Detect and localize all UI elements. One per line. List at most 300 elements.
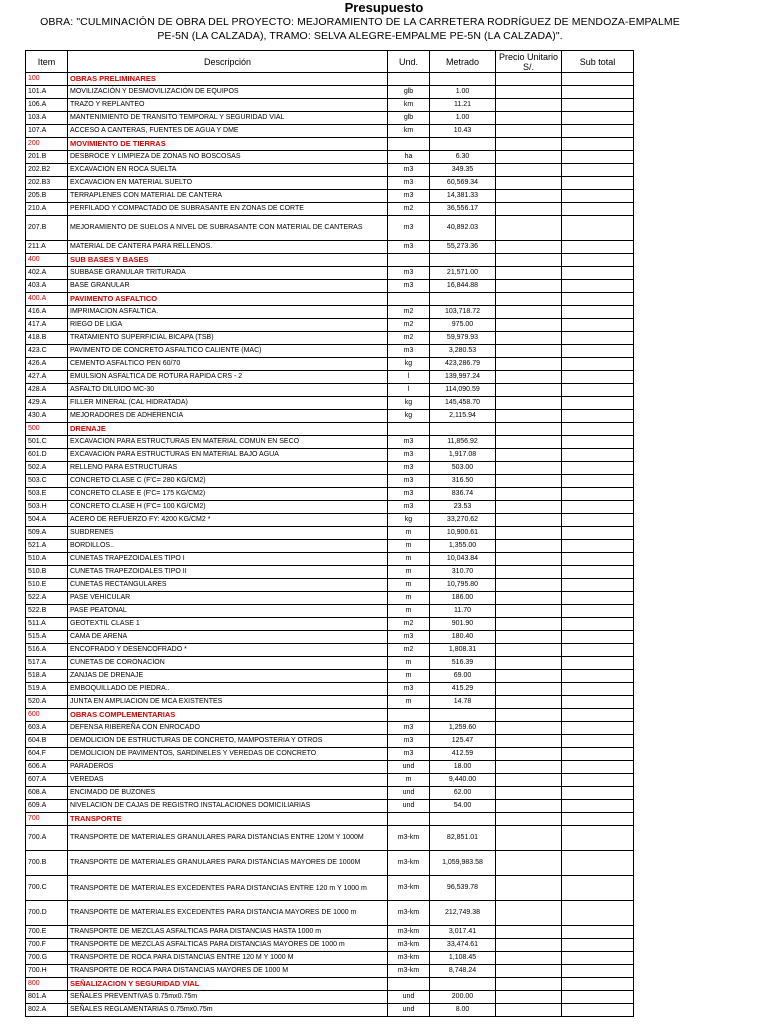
unit-price-cell <box>496 86 562 99</box>
item-cell: 700.E <box>26 926 68 939</box>
unit-price-cell <box>496 876 562 901</box>
subtotal-cell <box>562 644 634 657</box>
subtotal-cell <box>562 358 634 371</box>
metrado-cell <box>430 813 496 826</box>
unit-price-cell <box>496 670 562 683</box>
description-cell: ENCIMADO DE BUZONES <box>68 787 388 800</box>
subtotal-cell <box>562 397 634 410</box>
metrado-cell: 82,851.01 <box>430 826 496 851</box>
item-cell: 210.A <box>26 203 68 216</box>
metrado-cell: 1,108.45 <box>430 952 496 965</box>
item-cell: 510.B <box>26 566 68 579</box>
metrado-cell: 412.59 <box>430 748 496 761</box>
metrado-cell: 975.00 <box>430 319 496 332</box>
description-cell: ZANJAS DE DRENAJE <box>68 670 388 683</box>
unit-price-cell <box>496 748 562 761</box>
table-row <box>26 345 634 358</box>
subtotal-cell <box>562 696 634 709</box>
subtotal-cell <box>562 203 634 216</box>
subtotal-cell <box>562 851 634 876</box>
metrado-cell: 9,440.00 <box>430 774 496 787</box>
table-row <box>26 618 634 631</box>
item-cell: 205.B <box>26 190 68 203</box>
description-cell: EXCAVACION PARA ESTRUCTURAS EN MATERIAL BAJO AGUA <box>68 449 388 462</box>
unit-price-cell <box>496 190 562 203</box>
subtotal-cell <box>562 1004 634 1017</box>
metrado-cell: 11,856.92 <box>430 436 496 449</box>
description-cell: CONCRETO CLASE C (F'C= 280 KG/CM2) <box>68 475 388 488</box>
unit-price-cell <box>496 761 562 774</box>
description-cell: CEMENTO ASFALTICO PEN 60/70 <box>68 358 388 371</box>
table-row <box>26 267 634 280</box>
unit-cell: m3 <box>388 462 430 475</box>
metrado-cell: 415.29 <box>430 683 496 696</box>
table-row <box>26 605 634 618</box>
item-cell: 522.A <box>26 592 68 605</box>
unit-price-cell <box>496 540 562 553</box>
description-cell: EMULSION ASFALTICA DE ROTURA RAPIDA CRS - 2 <box>68 371 388 384</box>
unit-cell: und <box>388 991 430 1004</box>
description-cell: ASFALTO DILUIDO MC-30 <box>68 384 388 397</box>
budget-table <box>25 50 634 1017</box>
metrado-cell: 8.00 <box>430 1004 496 1017</box>
unit-cell: m3 <box>388 683 430 696</box>
item-cell: 604.B <box>26 735 68 748</box>
unit-price-cell <box>496 657 562 670</box>
table-row <box>26 241 634 254</box>
unit-cell: m3 <box>388 735 430 748</box>
item-cell: 518.A <box>26 670 68 683</box>
description-cell: PAVIMENTO ASFALTICO <box>68 293 388 306</box>
unit-cell: m3 <box>388 345 430 358</box>
unit-price-cell <box>496 384 562 397</box>
table-header-row <box>26 51 634 73</box>
description-cell: TRANSPORTE DE MATERIALES EXCEDENTES PARA DISTANCIA MAYORES DE 1000 m <box>68 901 388 926</box>
subtotal-cell <box>562 384 634 397</box>
unit-price-cell <box>496 73 562 86</box>
item-cell: 608.A <box>26 787 68 800</box>
subtotal-cell <box>562 774 634 787</box>
item-cell: 403.A <box>26 280 68 293</box>
subtotal-cell <box>562 813 634 826</box>
item-cell: 418.B <box>26 332 68 345</box>
unit-price-cell <box>496 397 562 410</box>
subtotal-cell <box>562 449 634 462</box>
table-row <box>26 332 634 345</box>
unit-cell <box>388 293 430 306</box>
metrado-cell <box>430 978 496 991</box>
metrado-cell: 10.43 <box>430 125 496 138</box>
description-cell: TRANSPORTE <box>68 813 388 826</box>
metrado-cell: 69.00 <box>430 670 496 683</box>
subtotal-cell <box>562 631 634 644</box>
metrado-cell: 6.30 <box>430 151 496 164</box>
unit-price-cell <box>496 1004 562 1017</box>
table-row <box>26 112 634 125</box>
item-cell: 607.A <box>26 774 68 787</box>
description-cell: ACERO DE REFUERZO FY: 4200 KG/CM2 * <box>68 514 388 527</box>
table-row <box>26 566 634 579</box>
subtotal-cell <box>562 826 634 851</box>
col-header-unit-price: Precio Unitario S/. <box>496 51 562 73</box>
unit-cell: m <box>388 592 430 605</box>
subtotal-cell <box>562 86 634 99</box>
description-cell: PERFILADO Y COMPACTADO DE SUBRASANTE EN ZONAS DE CORTE <box>68 203 388 216</box>
metrado-cell: 59,979.93 <box>430 332 496 345</box>
unit-cell: kg <box>388 514 430 527</box>
metrado-cell: 1,059,983.58 <box>430 851 496 876</box>
item-cell: 202.B2 <box>26 164 68 177</box>
table-row <box>26 449 634 462</box>
unit-price-cell <box>496 203 562 216</box>
item-cell: 430.A <box>26 410 68 423</box>
metrado-cell <box>430 709 496 722</box>
subtotal-cell <box>562 190 634 203</box>
unit-cell: l <box>388 384 430 397</box>
description-cell: RELLENO PARA ESTRUCTURAS <box>68 462 388 475</box>
unit-price-cell <box>496 293 562 306</box>
table-row <box>26 851 634 876</box>
document-title: Presupuesto <box>344 0 424 15</box>
subtotal-cell <box>562 177 634 190</box>
metrado-cell: 2,115.94 <box>430 410 496 423</box>
metrado-cell: 1,259.60 <box>430 722 496 735</box>
item-cell: 522.B <box>26 605 68 618</box>
description-cell: VEREDAS <box>68 774 388 787</box>
item-cell: 107.A <box>26 125 68 138</box>
description-cell: SEÑALES REGLAMENTARIAS 0.75mx0.75m <box>68 1004 388 1017</box>
item-cell: 604.F <box>26 748 68 761</box>
table-row <box>26 631 634 644</box>
unit-price-cell <box>496 138 562 151</box>
unit-price-cell <box>496 813 562 826</box>
subtotal-cell <box>562 735 634 748</box>
description-cell: DEMOLICION DE PAVIMENTOS, SARDINELES Y VEREDAS DE CONCRETO <box>68 748 388 761</box>
unit-cell: m <box>388 566 430 579</box>
unit-cell: m3 <box>388 280 430 293</box>
metrado-cell: 212,749.38 <box>430 901 496 926</box>
unit-cell: und <box>388 1004 430 1017</box>
item-cell: 503.E <box>26 488 68 501</box>
table-row <box>26 410 634 423</box>
item-cell: 202.B3 <box>26 177 68 190</box>
item-cell: 601.D <box>26 449 68 462</box>
table-row <box>26 190 634 203</box>
unit-cell: m2 <box>388 306 430 319</box>
unit-price-cell <box>496 475 562 488</box>
description-cell: FILLER MINERAL (CAL HIDRATADA) <box>68 397 388 410</box>
table-row <box>26 164 634 177</box>
metrado-cell: 125.47 <box>430 735 496 748</box>
description-cell: PASE PEATONAL <box>68 605 388 618</box>
unit-price-cell <box>496 527 562 540</box>
unit-cell: m <box>388 774 430 787</box>
table-row <box>26 99 634 112</box>
table-row <box>26 397 634 410</box>
metrado-cell: 349.35 <box>430 164 496 177</box>
unit-cell: m3-km <box>388 965 430 978</box>
table-row <box>26 592 634 605</box>
section-row <box>26 709 634 722</box>
unit-cell: m3-km <box>388 876 430 901</box>
unit-price-cell <box>496 735 562 748</box>
section-row <box>26 138 634 151</box>
table-row <box>26 761 634 774</box>
description-cell: TRANSPORTE DE MATERIALES GRANULARES PARA DISTANCIAS ENTRE 120M Y 1000M <box>68 826 388 851</box>
subtotal-cell <box>562 293 634 306</box>
item-cell: 517.A <box>26 657 68 670</box>
table-row <box>26 657 634 670</box>
item-cell: 700.A <box>26 826 68 851</box>
metrado-cell: 33,270.62 <box>430 514 496 527</box>
unit-cell: m3 <box>388 488 430 501</box>
subtotal-cell <box>562 722 634 735</box>
unit-price-cell <box>496 696 562 709</box>
metrado-cell: 8,748.24 <box>430 965 496 978</box>
description-cell: MOVIMIENTO DE TIERRAS <box>68 138 388 151</box>
unit-cell: m3-km <box>388 901 430 926</box>
subtotal-cell <box>562 579 634 592</box>
description-cell: MOVILIZACIÓN Y DESMOVILIZACIÓN DE EQUIPOS <box>68 86 388 99</box>
table-row <box>26 86 634 99</box>
table-row <box>26 501 634 514</box>
table-row <box>26 722 634 735</box>
unit-price-cell <box>496 254 562 267</box>
unit-cell: m3 <box>388 216 430 241</box>
subtotal-cell <box>562 901 634 926</box>
item-cell: 101.A <box>26 86 68 99</box>
unit-price-cell <box>496 358 562 371</box>
item-cell: 700 <box>26 813 68 826</box>
unit-price-cell <box>496 151 562 164</box>
col-header-unit: Und. <box>388 51 430 73</box>
table-row <box>26 748 634 761</box>
unit-price-cell <box>496 579 562 592</box>
description-cell: MANTENIMIENTO DE TRANSITO TEMPORAL Y SEGURIDAD VIAL <box>68 112 388 125</box>
description-cell: CUNETAS TRAPEZOIDALES TIPO II <box>68 566 388 579</box>
table-row <box>26 125 634 138</box>
table-row <box>26 876 634 901</box>
subtotal-cell <box>562 73 634 86</box>
subtotal-cell <box>562 151 634 164</box>
unit-price-cell <box>496 774 562 787</box>
subtotal-cell <box>562 436 634 449</box>
table-row <box>26 151 634 164</box>
unit-cell: m3 <box>388 190 430 203</box>
subtotal-cell <box>562 540 634 553</box>
unit-price-cell <box>496 618 562 631</box>
metrado-cell: 139,997.24 <box>430 371 496 384</box>
table-row <box>26 203 634 216</box>
table-row <box>26 787 634 800</box>
item-cell: 428.A <box>26 384 68 397</box>
unit-cell: m3 <box>388 164 430 177</box>
unit-cell: m <box>388 579 430 592</box>
subtotal-cell <box>562 939 634 952</box>
unit-price-cell <box>496 99 562 112</box>
metrado-cell: 3,017.41 <box>430 926 496 939</box>
table-row <box>26 514 634 527</box>
unit-price-cell <box>496 125 562 138</box>
item-cell: 417.A <box>26 319 68 332</box>
metrado-cell: 55,273.36 <box>430 241 496 254</box>
subtotal-cell <box>562 306 634 319</box>
description-cell: SEÑALES PREVENTIVAS 0.75mx0.75m <box>68 991 388 1004</box>
table-row <box>26 488 634 501</box>
metrado-cell: 316.50 <box>430 475 496 488</box>
description-cell: DRENAJE <box>68 423 388 436</box>
unit-price-cell <box>496 241 562 254</box>
col-header-description: Descripción <box>68 51 388 73</box>
description-cell: PARADEROS <box>68 761 388 774</box>
description-cell: TRANSPORTE DE MEZCLAS ASFALTICAS PARA DISTANCIAS HASTA 1000 m <box>68 926 388 939</box>
unit-cell: m3 <box>388 748 430 761</box>
metrado-cell: 16,844.88 <box>430 280 496 293</box>
metrado-cell: 1.00 <box>430 112 496 125</box>
section-row <box>26 254 634 267</box>
section-row <box>26 293 634 306</box>
table-row <box>26 579 634 592</box>
metrado-cell: 36,556.17 <box>430 203 496 216</box>
description-cell: DEFENSA RIBEREÑA CON ENROCADO <box>68 722 388 735</box>
metrado-cell: 503.00 <box>430 462 496 475</box>
unit-price-cell <box>496 952 562 965</box>
description-cell: TRATAMIENTO SUPERFICIAL BICAPA (TSB) <box>68 332 388 345</box>
metrado-cell <box>430 293 496 306</box>
item-cell: 510.A <box>26 553 68 566</box>
unit-cell: m <box>388 696 430 709</box>
unit-price-cell <box>496 267 562 280</box>
item-cell: 609.A <box>26 800 68 813</box>
project-description: OBRA: "CULMINACIÓN DE OBRA DEL PROYECTO: MEJORAMIENTO DE LA CARRETERA RODRÍGUEZ DE MENDOZA-EMPALME PE-5N (LA CALZADA), TRAMO: SELVA ALEGRE-EMPALME PE-5N (LA CALZADA)". <box>40 16 680 42</box>
description-cell: DEMOLICION DE ESTRUCTURAS DE CONCRETO, MAMPOSTERIA Y OTROS <box>68 735 388 748</box>
description-cell: CUNETAS TRAPEZOIDALES TIPO I <box>68 553 388 566</box>
description-cell: SUBBASE GRANULAR TRITURADA <box>68 267 388 280</box>
subtotal-cell <box>562 566 634 579</box>
subtotal-cell <box>562 164 634 177</box>
unit-cell <box>388 73 430 86</box>
unit-price-cell <box>496 631 562 644</box>
metrado-cell: 423,286.79 <box>430 358 496 371</box>
unit-cell <box>388 813 430 826</box>
unit-cell: m3 <box>388 267 430 280</box>
table-row <box>26 826 634 851</box>
metrado-cell: 145,458.70 <box>430 397 496 410</box>
metrado-cell: 836.74 <box>430 488 496 501</box>
subtotal-cell <box>562 241 634 254</box>
subtotal-cell <box>562 319 634 332</box>
subtotal-cell <box>562 138 634 151</box>
metrado-cell <box>430 73 496 86</box>
metrado-cell: 11.21 <box>430 99 496 112</box>
unit-cell: km <box>388 99 430 112</box>
subtotal-cell <box>562 952 634 965</box>
description-cell: TRANSPORTE DE ROCA PARA DISTANCIAS MAYORES DE 1000 M <box>68 965 388 978</box>
table-row <box>26 696 634 709</box>
item-cell: 500 <box>26 423 68 436</box>
item-cell: 603.A <box>26 722 68 735</box>
unit-price-cell <box>496 488 562 501</box>
unit-cell <box>388 709 430 722</box>
unit-cell: m <box>388 540 430 553</box>
unit-price-cell <box>496 851 562 876</box>
description-cell: CAMA DE ARENA <box>68 631 388 644</box>
subtotal-cell <box>562 926 634 939</box>
subtotal-cell <box>562 965 634 978</box>
unit-price-cell <box>496 410 562 423</box>
subtotal-cell <box>562 371 634 384</box>
table-row <box>26 436 634 449</box>
unit-price-cell <box>496 826 562 851</box>
subtotal-cell <box>562 462 634 475</box>
item-cell: 501.C <box>26 436 68 449</box>
unit-cell: m <box>388 527 430 540</box>
metrado-cell: 180.40 <box>430 631 496 644</box>
table-row <box>26 1004 634 1017</box>
item-cell: 700.F <box>26 939 68 952</box>
unit-price-cell <box>496 644 562 657</box>
unit-cell: m2 <box>388 203 430 216</box>
subtotal-cell <box>562 709 634 722</box>
description-cell: TRANSPORTE DE ROCA PARA DISTANCIAS ENTRE 120 M Y 1000 M <box>68 952 388 965</box>
table-row <box>26 319 634 332</box>
item-cell: 519.A <box>26 683 68 696</box>
metrado-cell: 18.00 <box>430 761 496 774</box>
col-header-item: Item <box>26 51 68 73</box>
unit-cell: glb <box>388 86 430 99</box>
description-cell: NIVELACION DE CAJAS DE REGISTRO INSTALACIONES DOMICILIARIAS <box>68 800 388 813</box>
unit-cell: m3 <box>388 501 430 514</box>
table-row <box>26 384 634 397</box>
metrado-cell: 10,795.80 <box>430 579 496 592</box>
unit-cell: km <box>388 125 430 138</box>
subtotal-cell <box>562 501 634 514</box>
subtotal-cell <box>562 332 634 345</box>
unit-price-cell <box>496 216 562 241</box>
description-cell: TRANSPORTE DE MATERIALES EXCEDENTES PARA DISTANCIAS ENTRE 120 m Y 1000 m <box>68 876 388 901</box>
table-row <box>26 683 634 696</box>
unit-cell: kg <box>388 397 430 410</box>
unit-cell: m2 <box>388 332 430 345</box>
description-cell: EXCAVACION EN MATERIAL SUELTO <box>68 177 388 190</box>
unit-cell: m2 <box>388 618 430 631</box>
subtotal-cell <box>562 475 634 488</box>
item-cell: 700.H <box>26 965 68 978</box>
item-cell: 100 <box>26 73 68 86</box>
unit-price-cell <box>496 280 562 293</box>
item-cell: 509.A <box>26 527 68 540</box>
subtotal-cell <box>562 991 634 1004</box>
metrado-cell <box>430 138 496 151</box>
description-cell: GEOTEXTIL CLASE 1 <box>68 618 388 631</box>
item-cell: 801.A <box>26 991 68 1004</box>
metrado-cell: 11.70 <box>430 605 496 618</box>
description-cell: BASE GRANULAR <box>68 280 388 293</box>
table-row <box>26 475 634 488</box>
item-cell: 201.B <box>26 151 68 164</box>
metrado-cell: 114,090.59 <box>430 384 496 397</box>
metrado-cell: 3,280.53 <box>430 345 496 358</box>
subtotal-cell <box>562 410 634 423</box>
description-cell: SUB BASES Y BASES <box>68 254 388 267</box>
subtotal-cell <box>562 254 634 267</box>
unit-price-cell <box>496 722 562 735</box>
unit-cell: und <box>388 800 430 813</box>
description-cell: IMPRIMACION ASFALTICA. <box>68 306 388 319</box>
metrado-cell: 54.00 <box>430 800 496 813</box>
item-cell: 521.A <box>26 540 68 553</box>
table-row <box>26 644 634 657</box>
